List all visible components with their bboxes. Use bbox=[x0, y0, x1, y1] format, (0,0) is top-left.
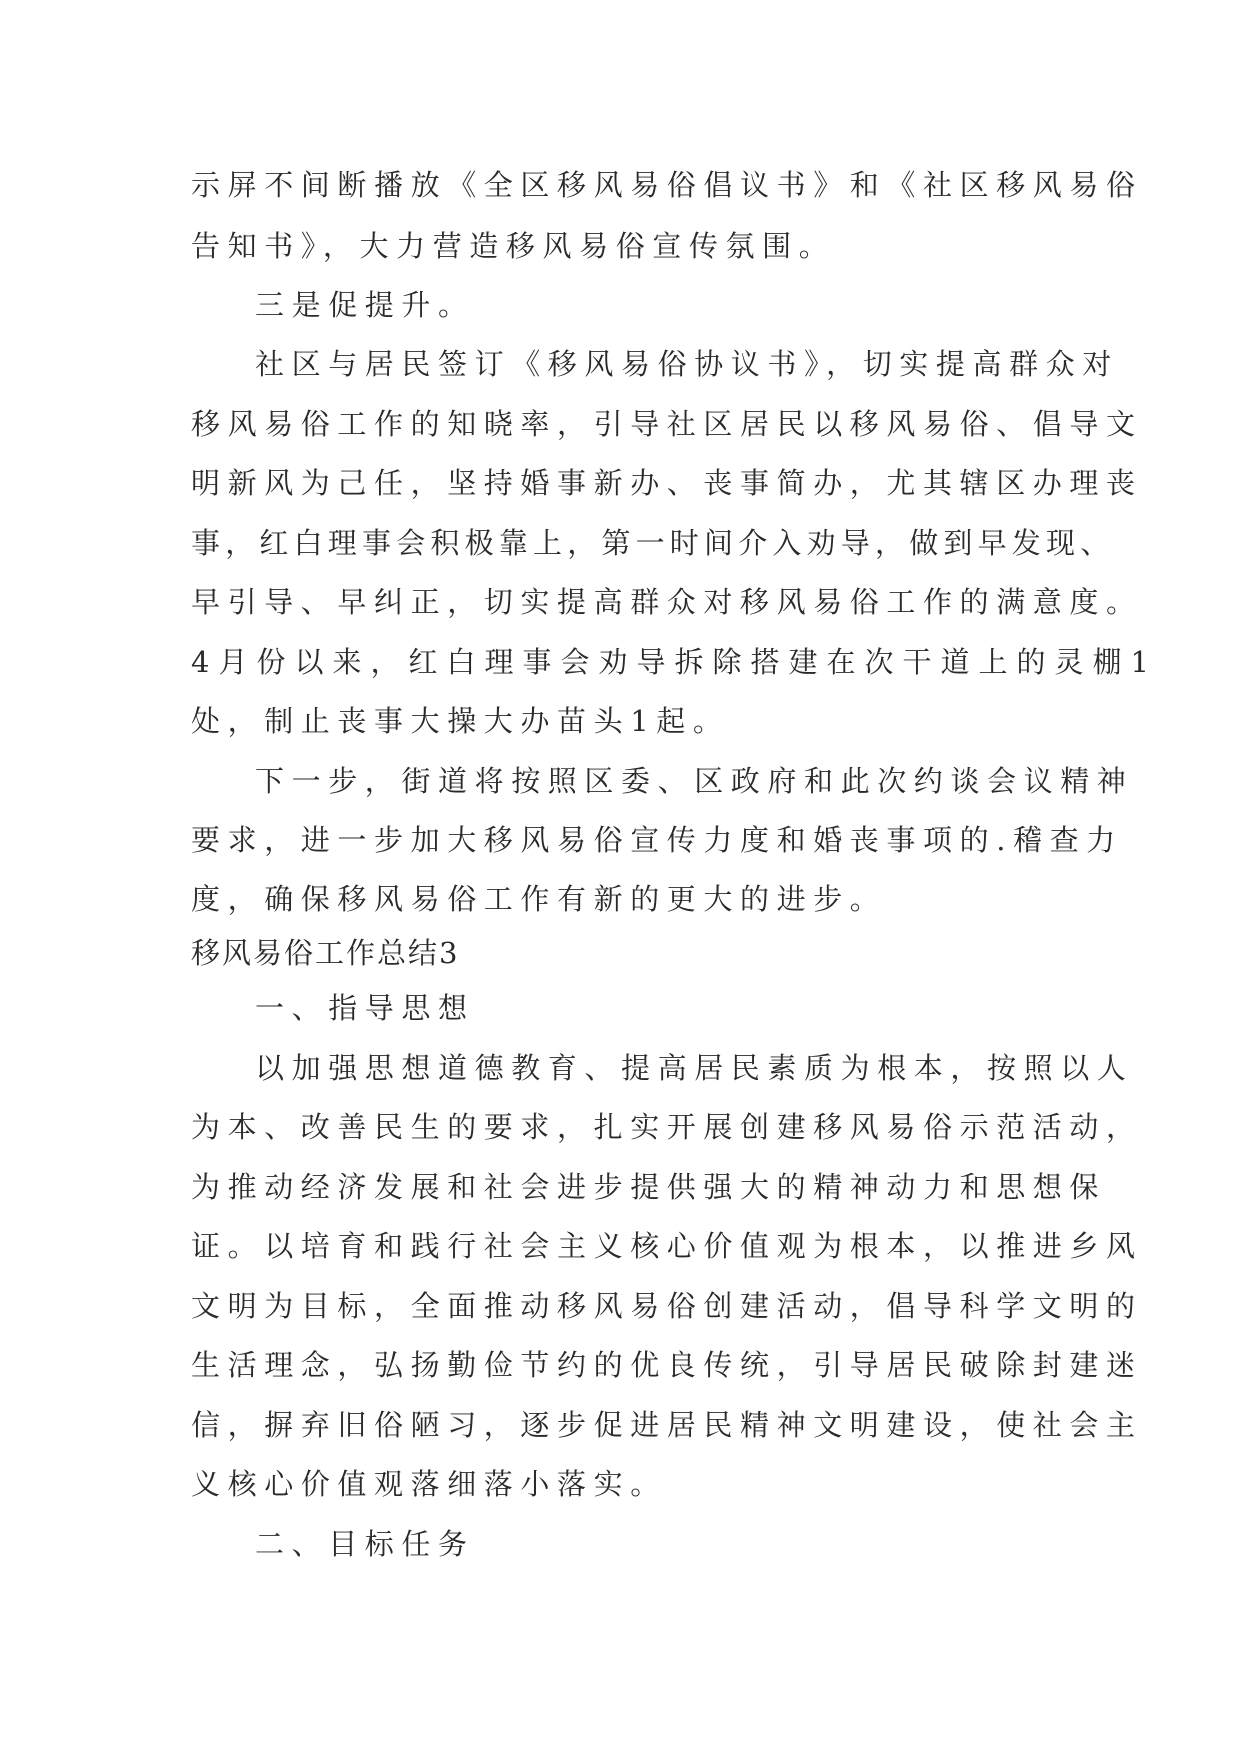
text-line: 示屏不间断播放《全区移风易俗倡议书》和《社区移风易俗 bbox=[191, 168, 1143, 202]
text-line: 要求，进一步加大移风易俗宣传力度和婚丧事项的.稽查力 bbox=[191, 823, 1123, 857]
text-line: 事，红白理事会积极靠上，第一时间介入劝导，做到早发现、 bbox=[191, 526, 1115, 560]
text-line: 以加强思想道德教育、提高居民素质为根本，按照以人 bbox=[255, 1051, 1134, 1085]
text-line: 早引导、早纠正，切实提高群众对移风易俗工作的满意度。 bbox=[191, 585, 1143, 619]
text-line: 社区与居民签订《移风易俗协议书》，切实提高群众对 bbox=[255, 347, 1119, 381]
text-line: 下一步，街道将按照区委、区政府和此次约谈会议精神 bbox=[255, 764, 1134, 798]
document-title: 移风易俗工作总结3 bbox=[191, 936, 460, 970]
section-heading: 一、指导思想 bbox=[255, 991, 475, 1025]
section-heading: 三是促提升。 bbox=[255, 288, 475, 322]
text-line: 4月份以来，红白理事会劝导拆除搭建在次干道上的灵棚1 bbox=[191, 645, 1158, 679]
text-line: 为推动经济发展和社会进步提供强大的精神动力和思想保 bbox=[191, 1170, 1107, 1204]
text-line: 明新风为己任，坚持婚事新办、丧事简办，尤其辖区办理丧 bbox=[191, 466, 1143, 500]
text-line: 告知书》，大力营造移风易俗宣传氛围。 bbox=[191, 229, 836, 263]
text-line: 生活理念，弘扬勤俭节约的优良传统，引导居民破除封建迷 bbox=[191, 1348, 1143, 1382]
text-line: 文明为目标，全面推动移风易俗创建活动，倡导科学文明的 bbox=[191, 1289, 1143, 1323]
text-line: 为本、改善民生的要求，扎实开展创建移风易俗示范活动， bbox=[191, 1110, 1143, 1144]
text-line: 度，确保移风易俗工作有新的更大的进步。 bbox=[191, 882, 887, 916]
text-line: 义核心价值观落细落小落实。 bbox=[191, 1467, 667, 1501]
text-line: 处，制止丧事大操大办苗头1起。 bbox=[191, 704, 730, 738]
text-line: 信，摒弃旧俗陋习，逐步促进居民精神文明建设，使社会主 bbox=[191, 1408, 1143, 1442]
text-line: 证。以培育和践行社会主义核心价值观为根本，以推进乡风 bbox=[191, 1229, 1143, 1263]
section-heading: 二、目标任务 bbox=[255, 1527, 475, 1561]
text-line: 移风易俗工作的知晓率，引导社区居民以移风易俗、倡导文 bbox=[191, 407, 1143, 441]
